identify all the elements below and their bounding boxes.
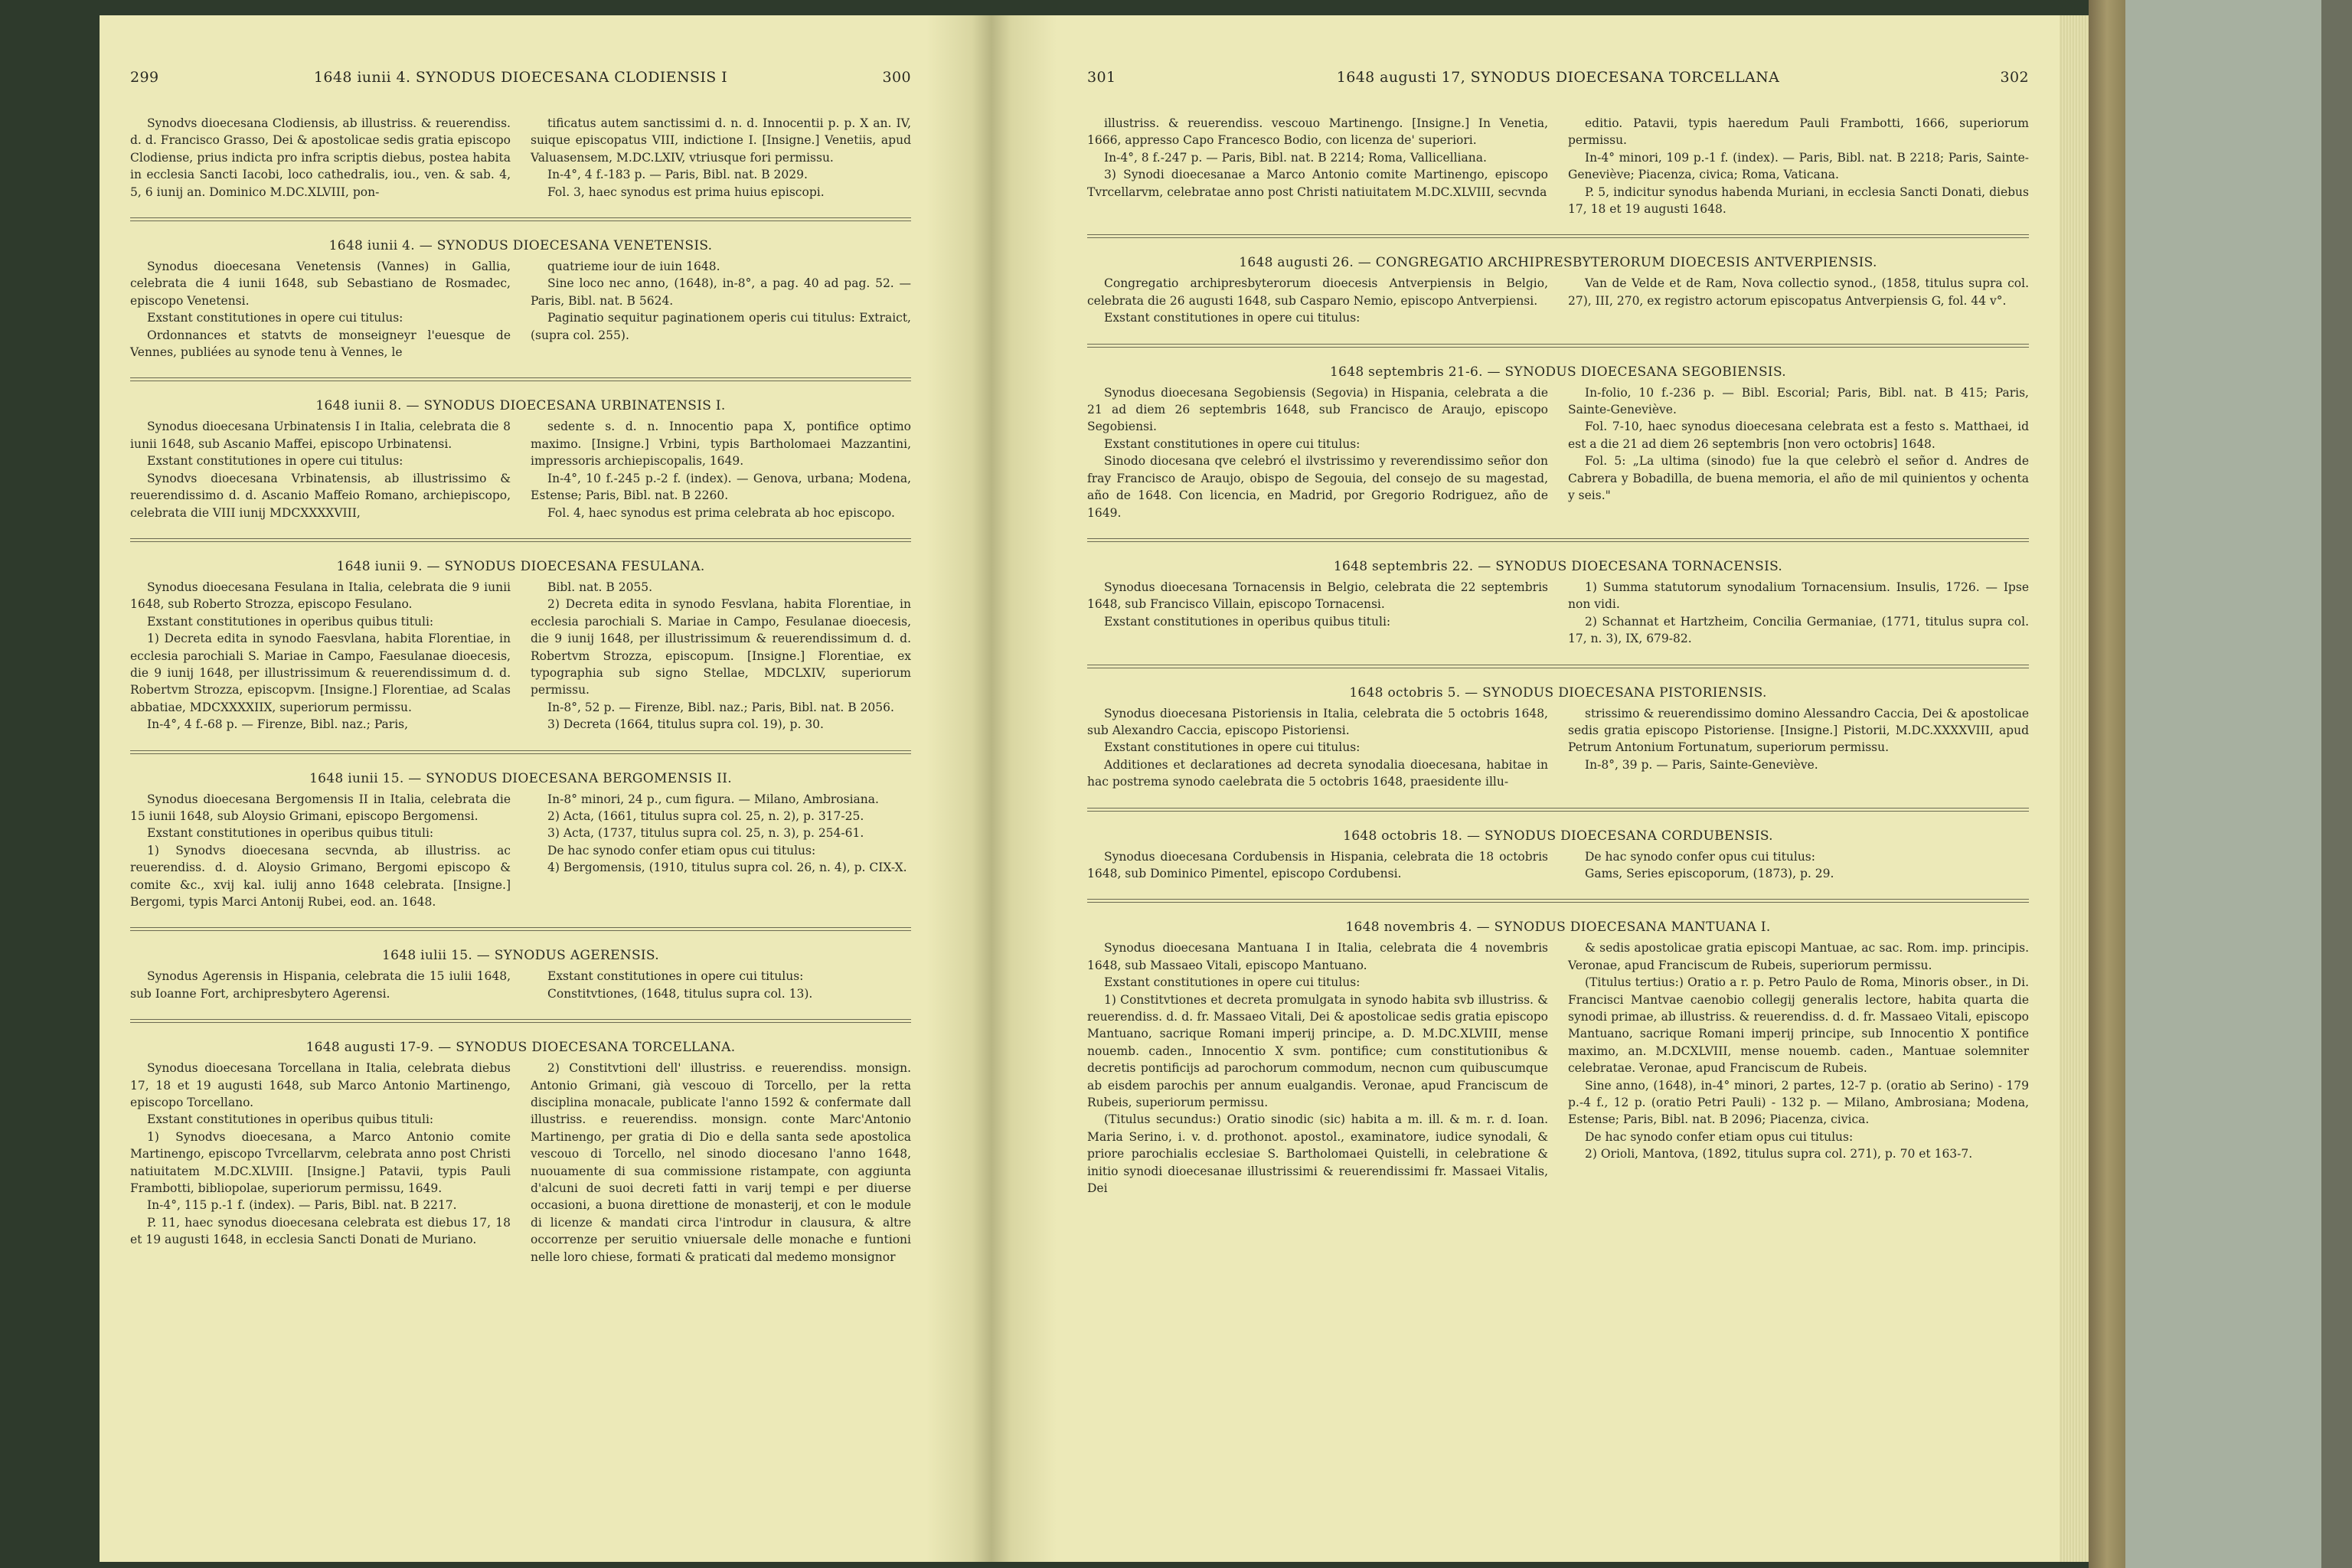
entry-columns bbox=[1087, 115, 2029, 217]
page-number: 299 bbox=[130, 69, 159, 86]
paragraph: Ordonnances et statvts de monseigneyr l'euesque de Vennes, publiées au synode tenu à Vennes, le bbox=[130, 328, 511, 360]
text-column-second bbox=[1568, 115, 2029, 217]
text-column-first bbox=[130, 115, 511, 201]
paragraph: tificatus autem sanctissimi d. n. d. Innocentii p. p. X an. IV, suique episcopatus VIII, indictione I. [Insigne.] Venetiis, apud Valuasensem, M.DC.LXIV, vtriusque fori permissu. bbox=[531, 116, 911, 165]
paragraph: Exstant constitutiones in operibus quibus tituli: bbox=[147, 1112, 434, 1127]
paragraph: 1) Summa statutorum synodalium Tornacensium. Insulis, 1726. — Ipse non vidi. bbox=[1568, 580, 2029, 612]
synod-entry bbox=[130, 1040, 911, 1266]
synod-entry bbox=[130, 238, 911, 361]
entry-heading: 1648 iunii 8. — SYNODUS DIOECESANA URBINATENSIS I. bbox=[315, 398, 726, 414]
entry-columns bbox=[1087, 705, 2029, 791]
paragraph: 1) Constitvtiones et decreta promulgata in synodo habita svb illustriss. & reuerendiss. d. d. fr. Massaeo Vitali, Dei & apostolicae sedis gratia episcopo Mantuano, sacrique Romani imperij principe, a. D. M.DC.XLVIII, mense nouemb. caden., Innocentio X svm. pontifice; cum constitutionibus & decretis pontificijs ad parochorum commodum, necnon cum quibuscumque ab eisdem parochis per annum eualgandis. Veronae, apud Franciscum de Rubeis, superiorum permissu. bbox=[1087, 992, 1548, 1110]
text-column-first bbox=[1087, 579, 1548, 648]
text-column-second bbox=[531, 791, 911, 911]
paragraph: In-4°, 115 p.-1 f. (index). — Paris, Bibl. nat. B 2217. bbox=[147, 1198, 457, 1213]
text-column-second bbox=[1568, 579, 2029, 648]
paragraph: Exstant constitutiones in opere cui titulus: bbox=[147, 454, 403, 469]
synod-entry bbox=[130, 559, 911, 733]
paragraph: Constitvtiones, (1648, titulus supra col. 13). bbox=[547, 986, 813, 1001]
paragraph: In-8°, 39 p. — Paris, Sainte-Geneviève. bbox=[1585, 757, 1818, 772]
book-spread bbox=[100, 15, 2060, 1562]
entry-heading: 1648 septembris 21-6. — SYNODUS DIOECESANA SEGOBIENSIS. bbox=[1330, 364, 1786, 380]
paragraph: Exstant constitutiones in operibus quibus tituli: bbox=[1104, 614, 1391, 629]
section-rule bbox=[130, 927, 911, 931]
entry-columns bbox=[1087, 848, 2029, 883]
page-edges bbox=[2060, 15, 2089, 1562]
paragraph: Synodvs dioecesana Vrbinatensis, ab illustrissimo & reuerendissimo d. d. Ascanio Maffeio Romano, archiepiscopo, celebrata die VIII iunij MDCXXXXVIII, bbox=[130, 471, 511, 520]
text-column-second bbox=[1568, 384, 2029, 521]
text-column-first bbox=[1087, 705, 1548, 791]
paragraph: Synodus dioecesana Fesulana in Italia, celebrata die 9 iunii 1648, sub Roberto Strozza, episcopo Fesulano. bbox=[130, 580, 511, 612]
entry-heading: 1648 octobris 5. — SYNODUS DIOECESANA PISTORIENSIS. bbox=[1349, 684, 1767, 701]
text-column-second bbox=[1568, 939, 2029, 1197]
paragraph: Congregatio archipresbyterorum dioecesis Antverpiensis in Belgio, celebrata die 26 augusti 1648, sub Casparo Nemio, episcopo Antverpiensi. bbox=[1087, 276, 1548, 308]
page-number: 301 bbox=[1087, 69, 1116, 86]
entry-columns bbox=[1087, 939, 2029, 1197]
paragraph: 3) Synodi dioecesanae a Marco Antonio comite Martinengo, episcopo Tvrcellarvm, celebratae anno post Christi natiuitatem M.DC.XLVIII, secvnda bbox=[1087, 168, 1548, 199]
entry-columns bbox=[130, 115, 911, 201]
right-page-body bbox=[1087, 115, 2029, 1214]
paragraph: 1) Synodvs dioecesana, a Marco Antonio comite Martinengo, episcopo Tvrcellarvm, celebrata anno post Christi natiuitatem M.DC.XLVIII. [Insigne.] Patavii, typis Pauli Frambotti, bibliopolae, superiorum permissu, 1649. bbox=[130, 1129, 511, 1196]
section-rule bbox=[1087, 234, 2029, 238]
text-column-first bbox=[1087, 275, 1548, 326]
paragraph: sedente s. d. n. Innocentio papa X, pontifice optimo maximo. [Insigne.] Vrbini, typis Bartholomaei Mazzantini, impressoris archiepiscopalis, 1649. bbox=[531, 420, 911, 469]
page-number: 302 bbox=[2000, 69, 2029, 86]
section-rule bbox=[1087, 808, 2029, 812]
text-column-second bbox=[531, 1060, 911, 1266]
paragraph: Synodus dioecesana Urbinatensis I in Italia, celebrata die 8 iunii 1648, sub Ascanio Maffei, episcopo Urbinatensi. bbox=[130, 420, 511, 451]
synod-entry bbox=[1087, 559, 2029, 648]
paragraph: Exstant constitutiones in operibus quibus tituli: bbox=[147, 614, 434, 629]
synod-entry bbox=[130, 948, 911, 1002]
paragraph: editio. Patavii, typis haeredum Pauli Frambotti, 1666, superiorum permissu. bbox=[1568, 116, 2029, 148]
entry-heading: 1648 iunii 4. — SYNODUS DIOECESANA VENETENSIS. bbox=[328, 238, 713, 254]
running-title: 1648 augusti 17, SYNODUS DIOECESANA TORCELLANA bbox=[1336, 69, 1780, 86]
text-column-first bbox=[130, 418, 511, 521]
section-rule bbox=[1087, 344, 2029, 348]
text-column-first bbox=[130, 579, 511, 733]
page-number: 300 bbox=[882, 69, 911, 86]
paragraph: In-8° minori, 24 p., cum figura. — Milano, Ambrosiana. bbox=[547, 792, 879, 806]
paragraph: 3) Acta, (1737, titulus supra col. 25, n. 3), p. 254-61. bbox=[547, 826, 864, 841]
section-rule bbox=[130, 217, 911, 221]
paragraph: Sine loco nec anno, (1648), in-8°, a pag. 40 ad pag. 52. — Paris, Bibl. nat. B 5624. bbox=[531, 276, 911, 308]
paragraph: 4) Bergomensis, (1910, titulus supra col. 26, n. 4), p. CIX-X. bbox=[547, 861, 907, 875]
synod-entry bbox=[1087, 685, 2029, 791]
text-column-second bbox=[531, 418, 911, 521]
section-rule bbox=[1087, 899, 2029, 903]
paragraph: De hac synodo confer etiam opus cui titulus: bbox=[1585, 1129, 1854, 1144]
paragraph: 3) Decreta (1664, titulus supra col. 19), p. 30. bbox=[547, 717, 824, 732]
book-gutter bbox=[926, 15, 1057, 1562]
paragraph: Exstant constitutiones in opere cui titulus: bbox=[1104, 311, 1361, 325]
text-column-first bbox=[1087, 115, 1548, 217]
entry-columns bbox=[130, 968, 911, 1002]
text-column-first bbox=[130, 791, 511, 911]
paragraph: De hac synodo confer opus cui titulus: bbox=[1585, 849, 1815, 864]
text-column-second bbox=[531, 258, 911, 361]
text-column-second bbox=[531, 115, 911, 201]
paragraph: strissimo & reuerendissimo domino Alessandro Caccia, Dei & apostolicae sedis gratia episcopo Pistoriense. [Insigne.] Pistorii, M.DC.XXXXVIII, apud Petrum Antonium Fortunatum, superiorum permissu. bbox=[1568, 706, 2029, 755]
section-rule bbox=[1087, 538, 2029, 542]
entry-columns bbox=[130, 418, 911, 521]
text-column-first bbox=[1087, 848, 1548, 883]
background-mat bbox=[2321, 0, 2352, 1568]
paragraph: In-4°, 8 f.-247 p. — Paris, Bibl. nat. B 2214; Roma, Vallicelliana. bbox=[1104, 150, 1487, 165]
paragraph: In-8°, 52 p. — Firenze, Bibl. naz.; Paris, Bibl. nat. B 2056. bbox=[547, 700, 894, 714]
paragraph: Fol. 7-10, haec synodus dioecesana celebrata est a festo s. Matthaei, id est a die 21 ad diem 26 septembris [non vero octobris] 1648. bbox=[1568, 420, 2029, 451]
paragraph: In-4°, 4 f.-68 p. — Firenze, Bibl. naz.; Paris, bbox=[147, 717, 409, 732]
paragraph: Synodus dioecesana Tornacensis in Belgio, celebrata die 22 septembris 1648, sub Francisco Villain, episcopo Tornacensi. bbox=[1087, 580, 1548, 612]
entry-heading: 1648 iulii 15. — SYNODUS AGERENSIS. bbox=[382, 948, 659, 964]
paragraph: 2) Acta, (1661, titulus supra col. 25, n. 2), p. 317-25. bbox=[547, 808, 864, 823]
paragraph: Synodus Agerensis in Hispania, celebrata die 15 iulii 1648, sub Ioanne Fort, archipresbytero Agerensi. bbox=[130, 969, 511, 1001]
paragraph: Fol. 4, haec synodus est prima celebrata ab hoc episcopo. bbox=[547, 505, 895, 520]
entry-columns bbox=[130, 579, 911, 733]
running-head-left bbox=[130, 69, 911, 100]
paragraph: Synodus dioecesana Venetensis (Vannes) in Gallia, celebrata die 4 iunii 1648, sub Sebastiano de Rosmadec, episcopo Venetensi. bbox=[130, 260, 511, 308]
paragraph: 1) Decreta edita in synodo Faesvlana, habita Florentiae, in ecclesia parochiali S. Mariae in Campo, Faesulanae dioecesis, die 9 iunij 1648, per illustrissimum & reuerendissimum d. d. Robertvm Strozza, episcopvm. [Insigne.] Florentiae, ad Scalas abbatiae, MDCXXXXIIX, superiorum permissu. bbox=[130, 632, 511, 714]
paragraph: In-4°, 10 f.-245 p.-2 f. (index). — Genova, urbana; Modena, Estense; Paris, Bibl. nat. B 2260. bbox=[531, 471, 911, 503]
paragraph: Van de Velde et de Ram, Nova collectio synod., (1858, titulus supra col. 27), III, 270, ex registro actorum episcopatus Antverpiensis G, fol. 44 v°. bbox=[1568, 276, 2029, 308]
entry-heading: 1648 augusti 26. — CONGREGATIO ARCHIPRESBYTERORUM DIOECESIS ANTVERPIENSIS. bbox=[1239, 255, 1877, 271]
paragraph: P. 5, indicitur synodus habenda Muriani, in ecclesia Sancti Donati, diebus 17, 18 et 19 augusti 1648. bbox=[1568, 185, 2029, 217]
paragraph: (Titulus secundus:) Oratio sinodic (sic) habita a m. ill. & m. r. d. Ioan. Maria Serino, i. v. d. prothonot. apostol., examinatore, iudice synodali, & priore parochialis ecclesiae S. Bartholomaei Quistelli, in celebratione & initio synodi dioecesanae illustrissimi & reuerendissimi fr. Massaei Vitalis, Dei bbox=[1087, 1112, 1548, 1196]
paragraph: Synodus dioecesana Pistoriensis in Italia, celebrata die 5 octobris 1648, sub Alexandro Caccia, episcopo Pistoriensi. bbox=[1087, 706, 1548, 737]
text-column-second bbox=[1568, 705, 2029, 791]
section-rule bbox=[130, 377, 911, 381]
paragraph: Synodus dioecesana Torcellana in Italia, celebrata diebus 17, 18 et 19 augusti 1648, sub Marco Antonio Martinengo, episcopo Torcellano. bbox=[130, 1061, 511, 1110]
paragraph: P. 11, haec synodus dioecesana celebrata est diebus 17, 18 et 19 augusti 1648, in ecclesia Sancti Donati de Muriano. bbox=[130, 1215, 511, 1247]
text-column-first bbox=[1087, 939, 1548, 1197]
text-column-second bbox=[531, 968, 911, 1002]
paragraph: Exstant constitutiones in opere cui titulus: bbox=[1104, 740, 1361, 755]
entry-columns bbox=[130, 791, 911, 911]
paragraph: Synodus dioecesana Mantuana I in Italia, celebrata die 4 novembris 1648, sub Massaeo Vitali, episcopo Mantuano. bbox=[1087, 941, 1548, 972]
paragraph: & sedis apostolicae gratia episcopi Mantuae, ac sac. Rom. imp. principis. Veronae, apud Franciscum de Rubeis, superiorum permissu. bbox=[1568, 941, 2029, 972]
entry-columns bbox=[130, 1060, 911, 1266]
paragraph: Synodus dioecesana Cordubensis in Hispania, celebrata die 18 octobris 1648, sub Dominico Pimentel, episcopo Cordubensi. bbox=[1087, 849, 1548, 880]
entry-heading: 1648 octobris 18. — SYNODUS DIOECESANA CORDUBENSIS. bbox=[1343, 828, 1773, 844]
section-rule bbox=[130, 1019, 911, 1023]
book-spine-leather bbox=[2089, 0, 2125, 1568]
paragraph: 2) Schannat et Hartzheim, Concilia Germaniae, (1771, titulus supra col. 17, n. 3), IX, 679-82. bbox=[1568, 614, 2029, 646]
paragraph: Sinodo diocesana qve celebró el ilvstrissimo y reverendissimo señor don fray Francisco de Araujo, obispo de Segouia, del consejo de su magestad, año de 1648. Con licencia, en Madrid, por Gregorio Rodriguez, año de 1649. bbox=[1087, 454, 1548, 520]
entry-heading: 1648 novembris 4. — SYNODUS DIOECESANA MANTUANA I. bbox=[1345, 920, 1771, 936]
synod-entry bbox=[1087, 920, 2029, 1197]
paragraph: Synodus dioecesana Bergomensis II in Italia, celebrata die 15 iunii 1648, sub Aloysio Grimani, episcopo Bergomensi. bbox=[130, 792, 511, 823]
synod-entry bbox=[130, 398, 911, 521]
paragraph: Exstant constitutiones in opere cui titulus: bbox=[1104, 436, 1361, 451]
section-rule bbox=[1087, 665, 2029, 668]
entry-heading: 1648 augusti 17-9. — SYNODUS DIOECESANA TORCELLANA. bbox=[305, 1040, 736, 1056]
entry-heading: 1648 iunii 9. — SYNODUS DIOECESANA FESULANA. bbox=[336, 558, 705, 574]
entry-columns bbox=[130, 258, 911, 361]
synod-entry bbox=[1087, 255, 2029, 326]
paragraph: quatrieme iour de iuin 1648. bbox=[547, 260, 720, 274]
paragraph: Sine anno, (1648), in-4° minori, 2 partes, 12-7 p. (oratio ab Serino) - 179 p.-4 f., 12 p. (oratio Petri Pauli) - 132 p. — Milano, Ambrosiana; Modena, Estense; Paris, Bibl. nat. B 2096; Piacenza, civica. bbox=[1568, 1078, 2029, 1127]
synod-entry bbox=[1087, 828, 2029, 883]
text-column-second bbox=[1568, 275, 2029, 326]
paragraph: Exstant constitutiones in opere cui titulus: bbox=[547, 969, 804, 984]
entry-columns bbox=[1087, 275, 2029, 326]
paragraph: 2) Decreta edita in synodo Fesvlana, habita Florentiae, in ecclesia parochiali S. Mariae in Campo, Fesulanae dioecesis, die 9 iunij 1648, per illustrissimum & reuerendissimum d. d. Robertvm Strozza, episcopum. [Insigne.] Florentiae, ex typographia sub signo Stellae, MDCLXIV, superiorum permissu. bbox=[531, 597, 911, 697]
paragraph: Paginatio sequitur paginationem operis cui titulus: Extraict, (supra col. 255). bbox=[531, 311, 911, 342]
synod-entry bbox=[130, 115, 911, 201]
paragraph: Additiones et declarationes ad decreta synodalia dioecesana, habitae in hac postrema synodo caelebrata die 5 octobris 1648, praesidente illu- bbox=[1087, 757, 1548, 789]
paragraph: Fol. 3, haec synodus est prima huius episcopi. bbox=[547, 185, 825, 199]
paragraph: In-4° minori, 109 p.-1 f. (index). — Paris, Bibl. nat. B 2218; Paris, Sainte-Geneviève; Piacenza, civica; Roma, Vaticana. bbox=[1568, 150, 2029, 182]
paragraph: In-4°, 4 f.-183 p. — Paris, Bibl. nat. B 2029. bbox=[547, 168, 808, 182]
paragraph: Bibl. nat. B 2055. bbox=[547, 580, 653, 594]
paragraph: 2) Constitvtioni dell' illustriss. e reuerendiss. monsign. Antonio Grimani, già vescouo di Torcello, per la retta disciplina monacale, publicate l'anno 1592 & confermate dall illustriss. e reuerendiss. monsign. conte Marc'Antonio Martinengo, per gratia di Dio e della santa sede apostolica vescouo di Torcello, nel sinodo diocesano l'anno 1648, nuouamente di sua commissione ristampate, con aggiunta d'alcuni de suoi decreti fatti in varij tempi e per diuerse occasioni, a buona direttione de monasterij, et con le module di licenze & mandati circa l'introdur in clausura, & altre occorrenze per seruitio vniuersale delle monache e funtioni nelle loro chiese, formati & praticati dal medemo monsignor bbox=[531, 1061, 911, 1264]
paragraph: Synodus dioecesana Segobiensis (Segovia) in Hispania, celebrata a die 21 ad diem 26 septembris 1648, sub Francisco de Araujo, episcopo Segobiensi. bbox=[1087, 385, 1548, 434]
text-column-first bbox=[130, 258, 511, 361]
entry-columns bbox=[1087, 579, 2029, 648]
left-page-body bbox=[130, 115, 911, 1282]
text-column-first bbox=[130, 1060, 511, 1266]
paragraph: In-folio, 10 f.-236 p. — Bibl. Escorial; Paris, Bibl. nat. B 415; Paris, Sainte-Geneviève. bbox=[1568, 385, 2029, 417]
entry-columns bbox=[1087, 384, 2029, 521]
running-title: 1648 iunii 4. SYNODUS DIOECESANA CLODIENSIS I bbox=[313, 69, 728, 86]
running-head-right bbox=[1087, 69, 2029, 100]
entry-heading: 1648 septembris 22. — SYNODUS DIOECESANA TORNACENSIS. bbox=[1333, 558, 1783, 574]
paragraph: 1) Synodvs dioecesana secvnda, ab illustriss. ac reuerendiss. d. d. Aloysio Grimano, Bergomi episcopo & comite &c., xvij kal. iulij anno 1648 celebrata. [Insigne.] Bergomi, typis Marci Antonij Rubei, eod. an. 1648. bbox=[130, 843, 511, 909]
section-rule bbox=[130, 750, 911, 754]
paragraph: Exstant constitutiones in operibus quibus tituli: bbox=[147, 826, 434, 841]
book-cover-board bbox=[2089, 0, 2352, 1568]
paragraph: Gams, Series episcoporum, (1873), p. 29. bbox=[1585, 866, 1834, 880]
entry-heading: 1648 iunii 15. — SYNODUS DIOECESANA BERGOMENSIS II. bbox=[309, 770, 732, 786]
text-column-first bbox=[1087, 384, 1548, 521]
paragraph: Fol. 5: „La ultima (sinodo) fue la que celebrò el señor d. Andres de Cabrera y Bobadilla, de buena memoria, el año de mil quinientos y ochenta y seis." bbox=[1568, 454, 2029, 503]
text-column-second bbox=[1568, 848, 2029, 883]
paragraph: 2) Orioli, Mantova, (1892, titulus supra col. 271), p. 70 et 163-7. bbox=[1585, 1147, 1973, 1161]
text-column-second bbox=[531, 579, 911, 733]
synod-entry bbox=[1087, 364, 2029, 521]
paragraph: Exstant constitutiones in opere cui titulus: bbox=[1104, 975, 1361, 990]
paragraph: Synodvs dioecesana Clodiensis, ab illustriss. & reuerendiss. d. d. Francisco Grasso, Dei & apostolicae sedis gratia episcopo Clodiense, prius indicta pro infra scriptis diebus, postea habita in ecclesia Sancti Iacobi, loco cathedralis, iou., ven. & sab. 4, 5, 6 iunij an. Dominico M.DC.XLVIII, pon- bbox=[130, 116, 511, 199]
paragraph: (Titulus tertius:) Oratio a r. p. Petro Paulo de Roma, Minoris obser., in Di. Francisci Mantvae caenobio collegij generalis lectore, habita quarta die synodi primae, ab illustriss. & reuerendiss. d. d. fr. Massaeo Vitali, episcopo Mantuano, sacrique Romani imperij principe, sub Innocentio X pontifice maximo, an. M.DCXLVIII, mense nouemb. caden., Mantuae solemniter celebratae. Veronae, apud Franciscum de Rubeis. bbox=[1568, 975, 2029, 1076]
section-rule bbox=[130, 538, 911, 542]
paragraph: De hac synodo confer etiam opus cui titulus: bbox=[547, 843, 816, 858]
synod-entry bbox=[1087, 115, 2029, 217]
text-column-first bbox=[130, 968, 511, 1002]
paragraph: illustriss. & reuerendiss. vescouo Martinengo. [Insigne.] In Venetia, 1666, appresso Capo Francesco Bodio, con licenza de' superiori. bbox=[1087, 116, 1548, 148]
paragraph: Exstant constitutiones in opere cui titulus: bbox=[147, 311, 403, 325]
synod-entry bbox=[130, 771, 911, 911]
